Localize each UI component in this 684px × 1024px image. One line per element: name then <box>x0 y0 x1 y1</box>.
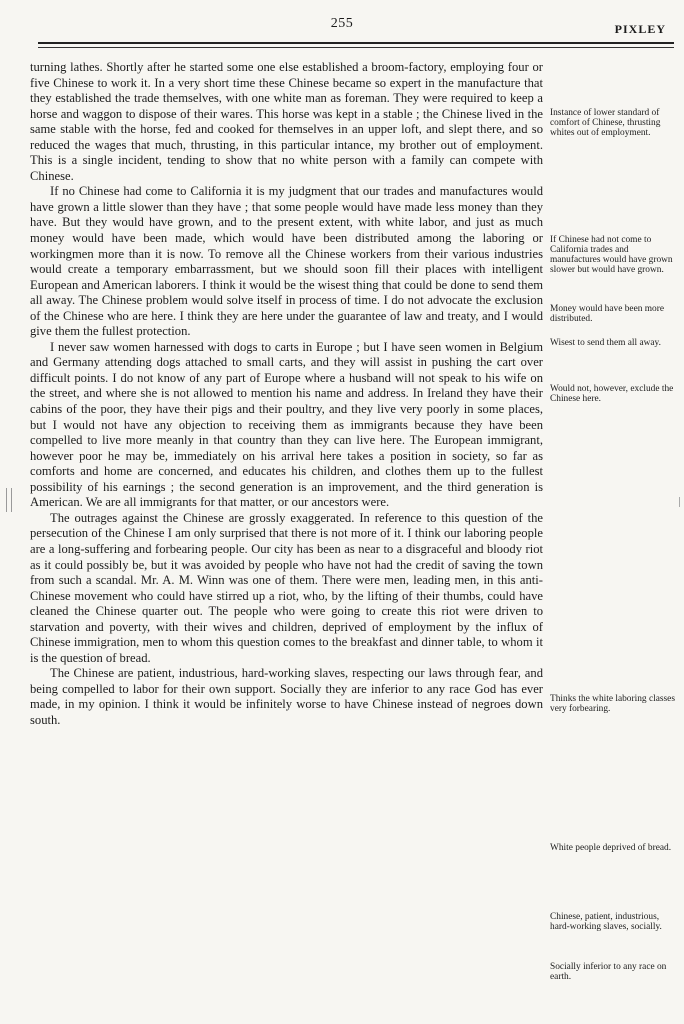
paragraph: The outrages against the Chinese are grossly exaggerated. In reference to this question of the persecution of the Chinese I am only surprised that there is not more of it. I think our laboring people are a long-suffering and forbearing people. Our city has been as near to a disgraceful and bloody riot as it could possibly be, but it was avoided by people who have not had the credit of saving the town from such a scandal. Mr. A. M. Winn was one of them. There were men, leading men, in this anti-Chinese movement who could have stirred up a riot, who, by the lifting of their thumbs, could have cleaned the Chinese quarter out. The people who were going to create this riot were driven to starvation and poverty, with their wives and children, deprived of employment by the influx of Chinese immigration, men to whom this question comes to the breakfast and dinner table, to whom it is the question of bread. <box>30 510 543 665</box>
margin-note: If Chinese had not come to California trades and manufactures would have grown slower but would have grown. <box>550 235 673 275</box>
body-text <box>30 60 543 729</box>
paragraph: The Chinese are patient, industrious, hard-working slaves, respecting our laws through fear, and being compelled to labor for their own support. Socially they are inferior to any race God has ever made, in my opinion. I think it would be infinitely worse to have Chinese instead of negroes down south. <box>30 666 543 727</box>
page-number: 255 <box>330 16 354 31</box>
paragraph: turning lathes. Shortly after he started some one else established a broom-factory, employing four or five Chinese to work it. In a very short time these Chinese became so expert in the manufacture that they established the trade themselves, with one white man as foreman. They were required to keep a horse and waggon to dispose of their wares. This horse was kept in a stable ; the Chinese lived in the same stable with the horse, fed and cooked for themselves in an upper loft, and slept there, and so reduced the wages that much, thrusting, in this particular intance, my brother out of employment. This is a single incident, tending to show that no white person with a family can compete with Chinese. <box>30 60 543 183</box>
margin-note: Socially inferior to any race on earth. <box>550 962 667 982</box>
margin-note: Would not, however, exclude the Chinese here. <box>550 384 674 404</box>
margin-note: Instance of lower standard of comfort of Chinese, thrusting whites out of employment. <box>550 108 661 138</box>
paragraph: I never saw women harnessed with dogs to carts in Europe ; but I have seen women in Belgium and Germany attending dogs attached to small carts, and they will assist in pushing the cart over difficult points. I do not know of any part of Europe where a husband will not speak to his wife on the street, and where she is not allowed to mention his name and address. In Ireland they have their cabins of the poor, they have their pigs and their poultry, and they live very poorly in some places, but I would not have any objection to receiving them as immigrants because they have been compelled to live more meanly in that country than they can live here. The European immigrant, however poor he may be, immediately on his arrival here takes a position in society, so far as comforts and home are concerned, and educates his children, and clothes them up to the fullest possibility of his earnings ; the second generation is an improvement, and the third generation is American. We are all immigrants for that matter, or our ancestors were. <box>30 339 543 510</box>
running-head: PIXLEY <box>614 22 666 36</box>
paragraph: If no Chinese had come to California it is my judgment that our trades and manufactures would have grown a little slower than they have ; that some people would have made less money than they have. But they would have grown, and to the present extent, with white labor, and just as much money would have been made, which would have been distributed among the laboring or workingmen more than it is now. To remove all the Chinese workers from their various industries would create a temporary embarrassment, but we should soon fill their places with intelligent European and American laborers. I think it would be the wisest thing that could be done to send them all away. The Chinese problem would solve itself in process of time. I do not advocate the exclusion of the Chinese who are here. I think they are here under the guarantee of law and treaty, and I would give them the fullest protection. <box>30 184 543 339</box>
scan-margin-mark <box>6 488 12 512</box>
margin-note: Chinese, patient, industrious, hard-working slaves, socially. <box>550 912 662 932</box>
header-rule-thin <box>38 47 674 48</box>
margin-note: Wisest to send them all away. <box>550 338 661 348</box>
scan-edge-tick <box>679 497 680 507</box>
header-rule-thick <box>38 42 674 44</box>
margin-note: Money would have been more distributed. <box>550 304 665 324</box>
margin-note: White people deprived of bread. <box>550 843 672 853</box>
margin-note: Thinks the white laboring classes very forbearing. <box>550 694 675 714</box>
